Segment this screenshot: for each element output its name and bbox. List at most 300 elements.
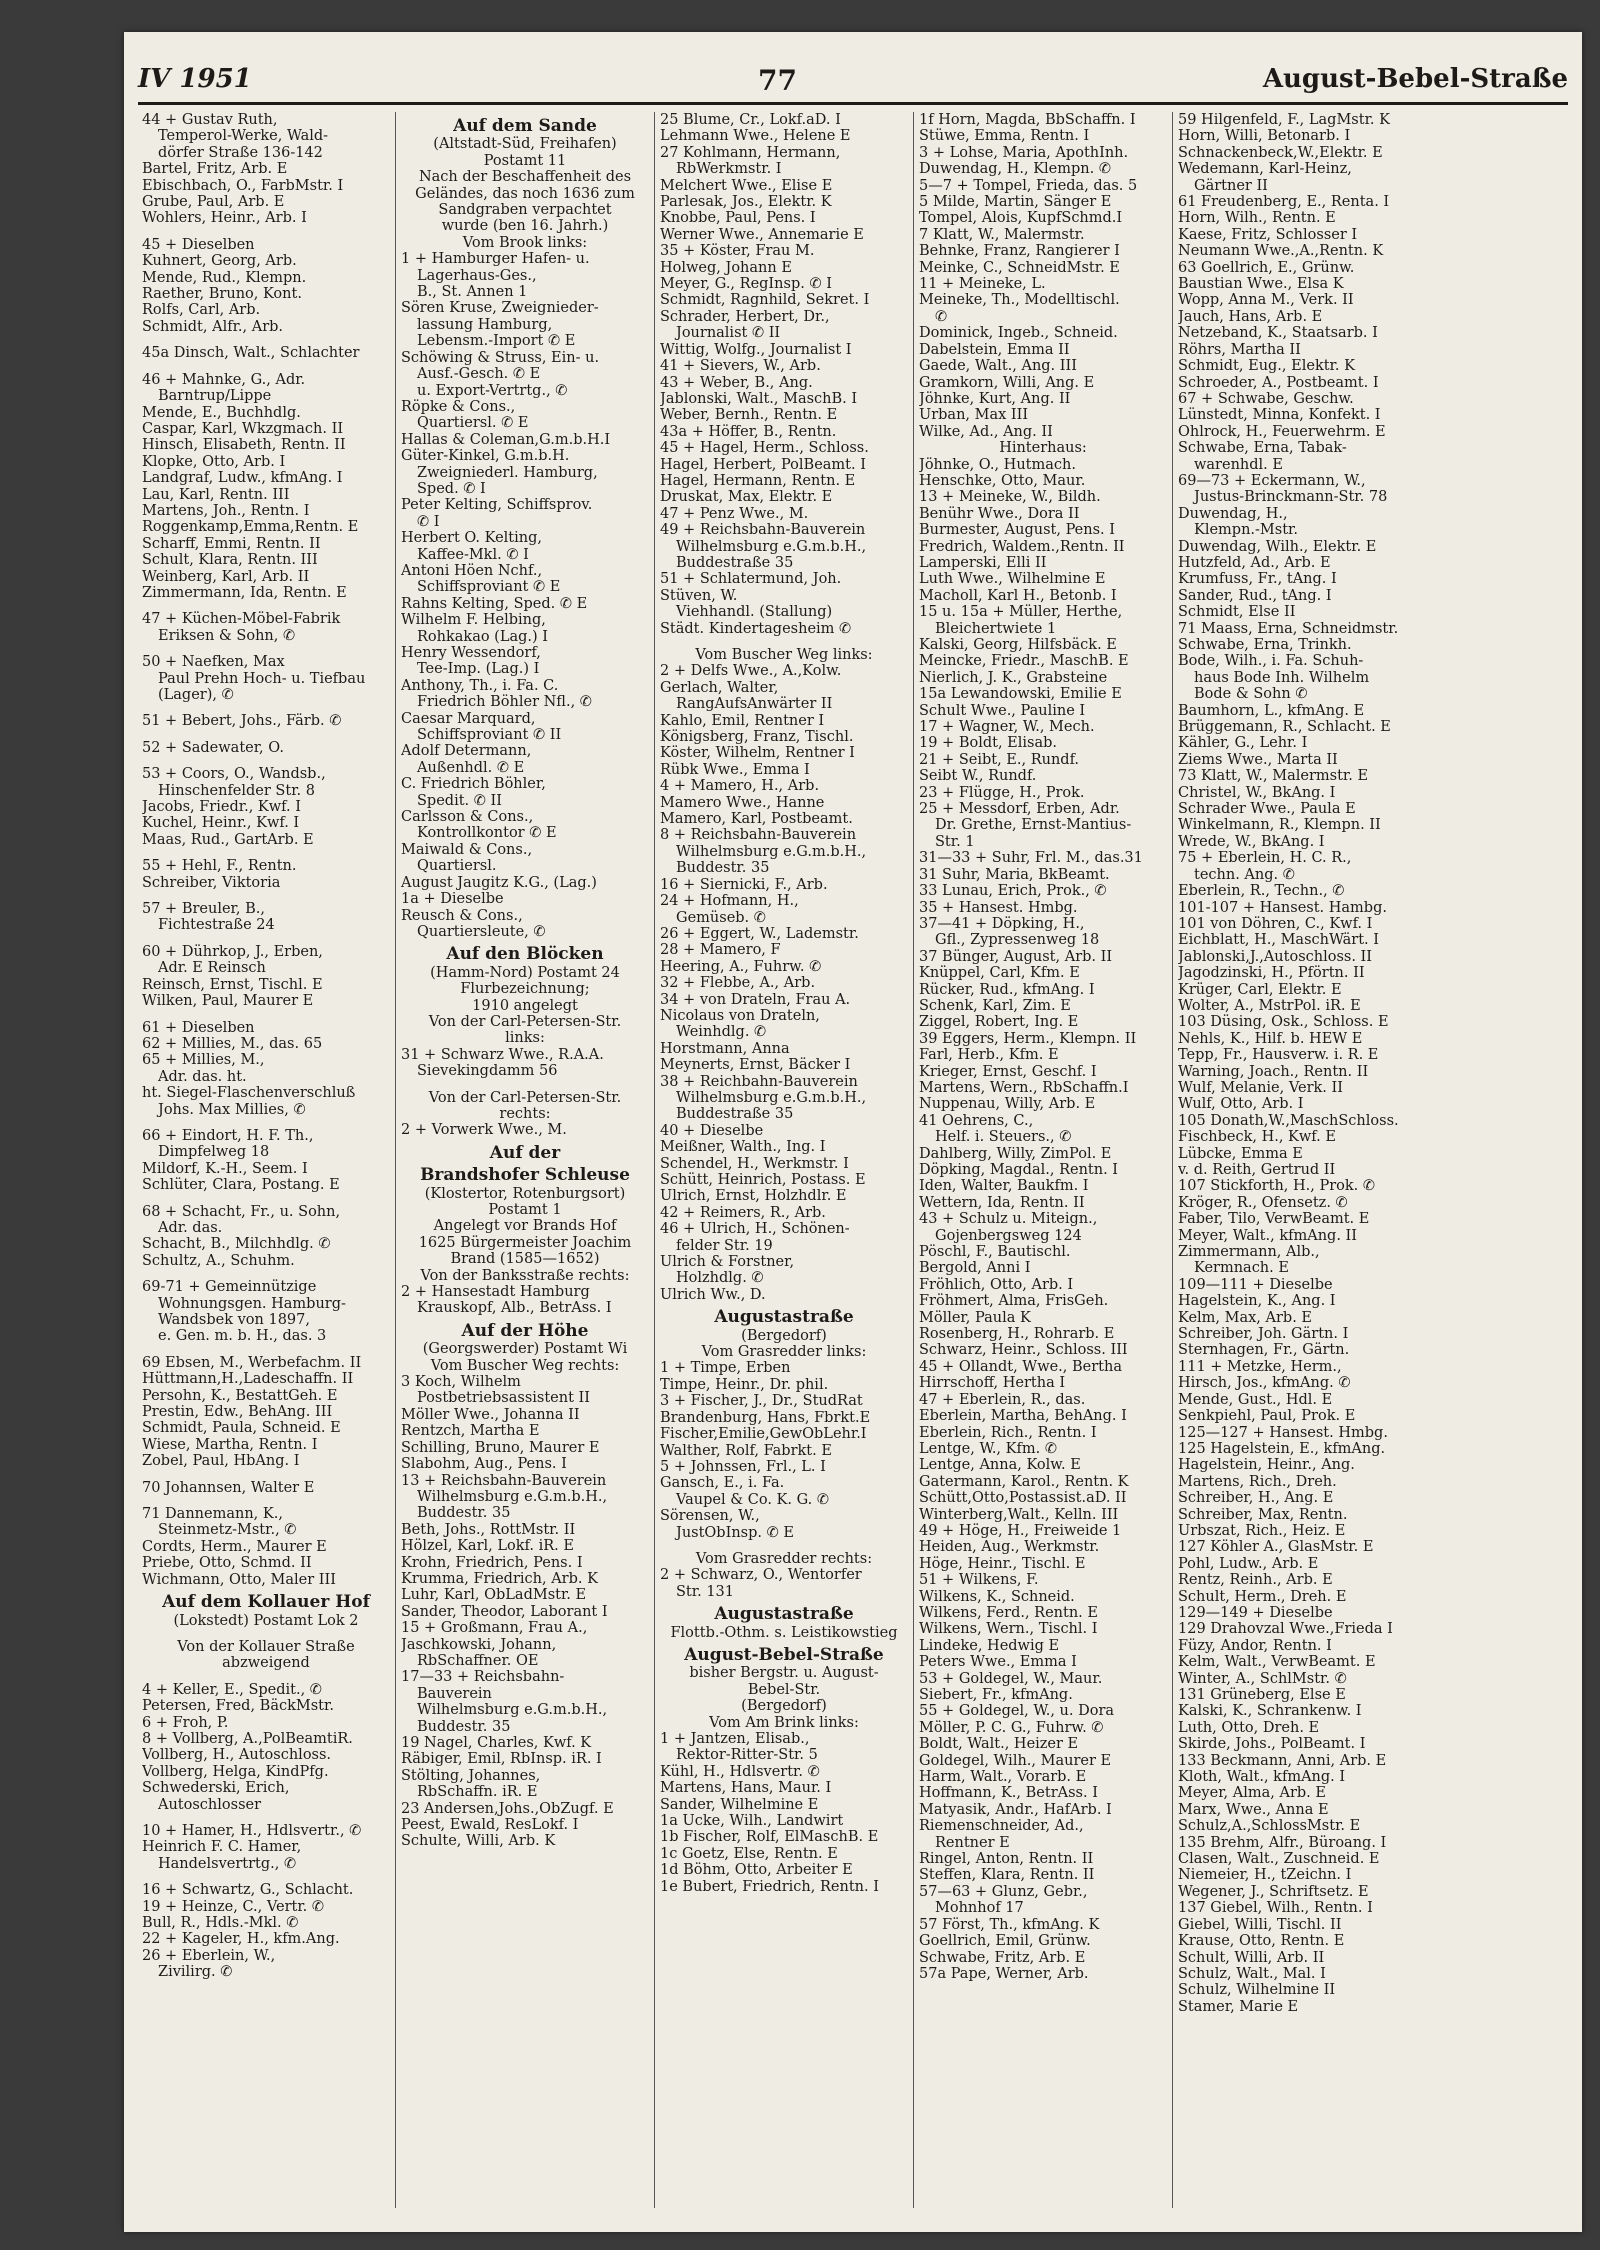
directory-entry: dörfer Straße 136-142 (158, 144, 323, 161)
directory-entry: Lindeke, Hedwig E (919, 1637, 1060, 1654)
directory-entry: Herbert O. Kelting, (401, 530, 542, 547)
directory-entry: 31 + Schwarz Wwe., R.A.A. (401, 1046, 604, 1063)
directory-entry: Gemüseb. ✆ (676, 909, 766, 926)
page-header (138, 64, 1568, 102)
street-note: 1910 angelegt (472, 997, 578, 1014)
directory-entry: 70 Johannsen, Walter E (142, 1479, 315, 1496)
directory-entry: v. d. Reith, Gertrud II (1178, 1162, 1336, 1178)
directory-entry: 7 Klatt, W., Malermstr. (919, 226, 1085, 243)
directory-entry: Tepp, Fr., Hausverw. i. R. E (1178, 1047, 1379, 1064)
directory-column-1 (142, 112, 390, 2220)
street-heading: Augustastraße (714, 1604, 854, 1625)
street-note: Flurbezeichnung; (460, 981, 590, 998)
directory-entry: Wegener, J., Schriftsetz. E (1178, 1883, 1369, 1900)
directory-entry: Winter, A., SchlMstr. ✆ (1178, 1670, 1347, 1687)
directory-entry: Meyer, Walt., kfmAng. II (1178, 1227, 1358, 1244)
street-note: (Lokstedt) Postamt Lok 2 (173, 1612, 359, 1629)
directory-entry: Krauskopf, Alb., BetrAss. I (417, 1300, 612, 1317)
directory-entry: Sander, Wilhelmine E (660, 1796, 819, 1813)
spacer (142, 227, 390, 237)
directory-entry: Hinsch, Elisabeth, Rentn. II (142, 437, 346, 454)
street-note: (Bergedorf) (741, 1698, 827, 1715)
directory-entry: Krumfuss, Fr., tAng. I (1178, 571, 1337, 588)
directory-entry: 34 + von Drateln, Frau A. (660, 991, 851, 1008)
directory-entry: RbSchaffn. iR. E (417, 1784, 538, 1801)
directory-entry: Justus-Brinckmann-Str. 78 (1194, 489, 1388, 506)
directory-entry: Mende, Rud., Klempn. (142, 269, 307, 286)
directory-entry: Schwabe, Erna, Tabak- (1178, 440, 1347, 457)
directory-entry: Druskat, Max, Elektr. E (660, 489, 833, 506)
directory-entry: 42 + Reimers, R., Arb. (660, 1204, 826, 1221)
directory-entry: 44 + Gustav Ruth, (142, 112, 278, 128)
directory-entry: 111 + Metzke, Herm., (1178, 1358, 1342, 1375)
directory-entry: Jablonski,J.,Autoschloss. II (1178, 948, 1373, 965)
directory-entry: Schulz, Wilhelmine II (1178, 1982, 1336, 1999)
directory-entry: Wedemann, Karl-Heinz, (1178, 161, 1352, 178)
directory-entry: Duwendag, Wilh., Elektr. E (1178, 538, 1377, 555)
directory-entry: Jauch, Hans, Arb. E (1178, 308, 1323, 325)
directory-entry: Cordts, Herm., Maurer E (142, 1538, 327, 1555)
directory-entry: Zivilirg. ✆ (158, 1964, 233, 1981)
directory-entry: Zimmermann, Ida, Rentn. E (142, 584, 347, 601)
directory-entry: Kelm, Max, Arb. E (1178, 1309, 1313, 1326)
directory-entry: 65 + Millies, M., (142, 1052, 265, 1069)
directory-column-2 (401, 112, 649, 2220)
directory-entry: August Jaugitz K.G., (Lag.) (401, 874, 597, 891)
directory-entry: Heering, A., Fuhrw. ✆ (660, 958, 822, 975)
directory-entry: B., St. Annen 1 (417, 284, 528, 301)
directory-entry: 33 Lunau, Erich, Prok., ✆ (919, 883, 1107, 900)
street-note: Vom Buscher Weg links: (695, 647, 873, 663)
directory-entry: Wohlers, Heinr., Arb. I (142, 210, 307, 227)
directory-entry: 1a + Dieselbe (401, 891, 504, 908)
street-note: Sandgraben verpachtet (438, 202, 612, 219)
directory-entry: Buddestraße 35 (676, 1106, 794, 1123)
directory-entry: Hinschenfelder Str. 8 (158, 782, 315, 799)
directory-entry: Brüggemann, R., Schlacht. E (1178, 719, 1391, 736)
directory-column-4 (919, 112, 1167, 2220)
directory-entry: 61 + Dieselben (142, 1019, 255, 1036)
directory-entry: Wopp, Anna M., Verk. II (1178, 292, 1354, 309)
directory-entry: Fröhlich, Otto, Arb. I (919, 1276, 1074, 1293)
directory-entry: 25 Blume, Cr., Lokf.aD. I (660, 112, 841, 128)
directory-entry: 35 + Köster, Frau M. (660, 243, 815, 260)
column-divider (913, 112, 914, 2208)
directory-entry: Ringel, Anton, Rentn. II (919, 1851, 1094, 1868)
directory-entry: Gerlach, Walter, (660, 679, 779, 696)
directory-entry: Wohnungsgen. Hamburg- (158, 1295, 346, 1312)
directory-entry: 129—149 + Dieselbe (1178, 1604, 1333, 1621)
column-divider (654, 112, 655, 2208)
directory-entry: 19 + Heinze, C., Vertr. ✆ (142, 1898, 325, 1915)
directory-entry: 25 + Messdorf, Erben, Adr. (919, 801, 1120, 818)
directory-entry: 69—73 + Eckermann, W., (1178, 472, 1366, 489)
directory-entry: Schulz,A.,SchlossMstr. E (1178, 1818, 1361, 1835)
directory-entry: 1f Horn, Magda, BbSchaffn. I (919, 112, 1136, 128)
directory-entry: Hirsch, Jos., kfmAng. ✆ (1178, 1375, 1351, 1392)
directory-entry: lassung Hamburg, (417, 316, 553, 333)
directory-entry: Wilken, Paul, Maurer E (142, 993, 314, 1010)
directory-entry: Str. 1 (935, 833, 975, 850)
directory-entry: 5 Milde, Martin, Sänger E (919, 194, 1112, 211)
directory-entry: Giebel, Willi, Tischl. II (1178, 1916, 1342, 1933)
directory-entry: (Lager), ✆ (158, 687, 234, 703)
directory-entry: Boldt, Walt., Heizer E (919, 1736, 1079, 1753)
directory-entry: Vaupel & Co. K. G. ✆ (676, 1491, 830, 1508)
directory-entry: Hagelstein, K., Ang. I (1178, 1293, 1336, 1310)
directory-entry: Winkelmann, R., Klempn. II (1178, 817, 1381, 834)
directory-entry: Luhr, Karl, ObLadMstr. E (401, 1587, 587, 1604)
directory-entry: Zobel, Paul, HbAng. I (142, 1453, 300, 1470)
street-heading: Auf dem Kollauer Hof (162, 1592, 370, 1613)
street-note: Geländes, das noch 1636 zum (415, 185, 635, 202)
spacer (142, 703, 390, 713)
directory-entry: Rentner E (935, 1834, 1010, 1851)
directory-entry: Farl, Herb., Kfm. E (919, 1047, 1059, 1064)
directory-entry: Adolf Determann, (401, 743, 532, 760)
directory-entry: Kröger, R., Ofensetz. ✆ (1178, 1194, 1348, 1211)
directory-entry: Knüppel, Carl, Kfm. E (919, 965, 1080, 982)
directory-entry: Schultz, A., Schuhm. (142, 1252, 295, 1269)
directory-entry: Marx, Wwe., Anna E (1178, 1801, 1329, 1818)
street-note: Vom Grasredder links: (701, 1344, 867, 1361)
page-number: 77 (758, 64, 797, 97)
directory-entry: Bode, Wilh., i. Fa. Schuh- (1178, 653, 1364, 670)
directory-entry: 4 + Mamero, H., Arb. (660, 778, 820, 795)
directory-entry: 19 Nagel, Charles, Kwf. K (401, 1735, 592, 1751)
directory-entry: Ziems Wwe., Marta II (1178, 751, 1338, 768)
directory-entry: 27 Kohlmann, Hermann, (660, 144, 841, 161)
directory-entry: Steffen, Klara, Rentn. II (919, 1867, 1095, 1884)
directory-entry: 49 + Reichsbahn-Bauverein (660, 522, 866, 539)
directory-entry: 127 Köhler A., GlasMstr. E (1178, 1539, 1374, 1556)
directory-entry: Luth Wwe., Wilhelmine E (919, 571, 1106, 588)
directory-entry: Schütt,Otto,Postassist.aD. II (919, 1490, 1127, 1507)
directory-entry: Iden, Walter, Baukfm. I (919, 1178, 1089, 1195)
directory-entry: Lentge, Anna, Kolw. E (919, 1457, 1081, 1474)
directory-entry: Städt. Kindertagesheim ✆ (660, 620, 852, 637)
directory-entry: Quartiersl. (417, 858, 497, 875)
spacer (142, 1010, 390, 1020)
directory-entry: Röpke & Cons., (401, 398, 516, 415)
directory-entry: Kahlo, Emil, Rentner I (660, 712, 825, 729)
directory-entry: Knobbe, Paul, Pens. I (660, 210, 816, 227)
directory-entry: 69 Ebsen, M., Werbefachm. II (142, 1354, 362, 1371)
directory-entry: Schmidt, Ragnhild, Sekret. I (660, 292, 870, 309)
directory-entry: 41 Oehrens, C., (919, 1112, 1034, 1129)
directory-entry: Wilke, Ad., Ang. II (919, 423, 1053, 440)
directory-entry: Lübcke, Emma E (1178, 1145, 1303, 1162)
directory-entry: Bauverein (417, 1685, 492, 1702)
directory-entry: 1 + Timpe, Erben (660, 1360, 791, 1377)
directory-entry: Autoschlosser (158, 1796, 262, 1813)
directory-entry: Paul Prehn Hoch- u. Tiefbau (158, 670, 366, 687)
directory-entry: Ohlrock, H., Feuerwehrm. E (1178, 423, 1386, 440)
spacer (142, 848, 390, 858)
directory-entry: Weinberg, Karl, Arb. II (142, 568, 310, 585)
directory-entry: Persohn, K., BestattGeh. E (142, 1387, 338, 1404)
directory-entry: Füzy, Andor, Rentn. I (1178, 1637, 1332, 1654)
column-divider (1172, 112, 1173, 2208)
directory-entry: Martens, Wern., RbSchaffn.I (919, 1079, 1129, 1096)
directory-entry: 39 Eggers, Herm., Klempn. II (919, 1030, 1137, 1047)
directory-entry: Klopke, Otto, Arb. I (142, 453, 286, 470)
directory-entry: Roggenkamp,Emma,Rentn. E (142, 519, 359, 536)
column-divider (395, 112, 396, 2208)
directory-entry: Schult Wwe., Pauline I (919, 702, 1086, 719)
directory-entry: Meineke, Th., Modelltischl. (919, 292, 1120, 309)
directory-entry: Dabelstein, Emma II (919, 341, 1070, 358)
directory-entry: Barntrup/Lippe (158, 388, 272, 405)
directory-entry: Antoni Höen Nchf., (401, 562, 543, 579)
directory-entry: C. Friedrich Böhler, (401, 776, 546, 793)
directory-entry: Wettern, Ida, Rentn. II (919, 1194, 1085, 1211)
directory-entry: Prestin, Edw., BehAng. III (142, 1404, 333, 1421)
directory-entry: Behnke, Franz, Rangierer I (919, 243, 1120, 260)
directory-entry: Bartel, Fritz, Arb. E (142, 161, 288, 178)
directory-entry: Bergold, Anni I (919, 1260, 1031, 1277)
directory-entry: Holzhdlg. ✆ (676, 1270, 764, 1287)
directory-entry: Nuppenau, Willy, Arb. E (919, 1096, 1096, 1113)
directory-entry: Werner Wwe., Annemarie E (660, 226, 864, 243)
directory-entry: Fischer,Emilie,GewObLehr.I (660, 1426, 867, 1443)
directory-entry: Temperol-Werke, Wald- (158, 128, 329, 145)
directory-entry: Schütt, Heinrich, Postass. E (660, 1172, 866, 1188)
directory-entry: 21 + Seibt, E., Rundf. (919, 751, 1080, 768)
directory-entry: 109—111 + Dieselbe (1178, 1276, 1333, 1293)
directory-entry: 35 + Hansest. Hmbg. (919, 899, 1078, 916)
directory-entry: Mohnhof 17 (935, 1900, 1024, 1917)
street-note: Brand (1585—1652) (450, 1251, 600, 1268)
directory-entry: Wilhelmsburg e.G.m.b.H., (417, 1488, 608, 1505)
street-note: wurde (ben 16. Jahrh.) (441, 218, 609, 235)
directory-entry: Ausf.-Gesch. ✆ E (417, 366, 541, 383)
directory-entry: Kloth, Walt., kfmAng. I (1178, 1769, 1346, 1786)
street-note: Von der Carl-Petersen-Str. (428, 1089, 622, 1106)
directory-entry: Holweg, Johann E (660, 259, 792, 276)
spacer (142, 1118, 390, 1128)
spacer (142, 1470, 390, 1480)
directory-entry: haus Bode Inh. Wilhelm (1194, 669, 1370, 686)
directory-entry: 47 + Eberlein, R., das. (919, 1391, 1086, 1408)
directory-entry: Hoffmann, K., BetrAss. I (919, 1785, 1098, 1802)
directory-entry: Steinmetz-Mstr., ✆ (158, 1522, 297, 1539)
directory-entry: Köster, Wilhelm, Rentner I (660, 745, 855, 762)
directory-entry: Goellrich, Emil, Grünw. (919, 1933, 1091, 1950)
directory-entry: Sören Kruse, Zweignieder- (401, 300, 599, 317)
directory-entry: 26 + Eggert, W., Lademstr. (660, 925, 859, 942)
directory-entry: Martens, Joh., Rentn. I (142, 502, 310, 519)
directory-entry: Lau, Karl, Rentn. III (142, 486, 290, 503)
directory-entry: Ulrich & Forstner, (660, 1254, 795, 1271)
directory-entry: Schroeder, A., Postbeamt. I (1178, 374, 1379, 391)
directory-entry: 1e Bubert, Friedrich, Rentn. I (660, 1878, 879, 1895)
directory-entry: 5 + Johnssen, Frl., L. I (660, 1458, 826, 1475)
spacer (142, 1345, 390, 1355)
directory-entry: Möller, Paula K (919, 1309, 1031, 1326)
directory-entry: Schwabe, Erna, Trinkh. (1178, 637, 1352, 653)
directory-entry: Schenk, Karl, Zim. E (919, 997, 1071, 1014)
directory-entry: 31—33 + Suhr, Frl. M., das.31 (919, 850, 1143, 867)
directory-entry: Adr. das. ht. (158, 1068, 247, 1085)
directory-entry: 38 + Reichbahn-Bauverein (660, 1073, 858, 1090)
street-heading: August-Bebel-Straße (684, 1644, 884, 1665)
directory-entry: Hagel, Herbert, PolBeamt. I (660, 456, 866, 473)
directory-entry: 13 + Meineke, W., Bildh. (919, 489, 1101, 506)
directory-entry: Friedrich Böhler Nfl., ✆ (417, 694, 592, 711)
directory-entry: 3 Koch, Wilhelm (401, 1374, 521, 1391)
directory-entry: Walther, Rolf, Fabrkt. E (660, 1442, 832, 1459)
directory-entry: RbWerkmstr. I (676, 161, 782, 178)
directory-entry: Dr. Grethe, Ernst-Mantius- (935, 817, 1132, 834)
directory-entry: Sped. ✆ I (417, 480, 486, 497)
directory-entry: Wolter, A., MstrPol. iR. E (1178, 997, 1361, 1014)
street-note: rechts: (499, 1105, 551, 1122)
street-note: Von der Kollauer Straße (177, 1638, 355, 1655)
directory-entry: Horstmann, Anna (660, 1040, 790, 1057)
directory-entry: Riemenschneider, Ad., (919, 1818, 1084, 1835)
directory-entry: Neumann Wwe.,A.,Rentn. K (1178, 243, 1384, 260)
directory-entry: 23 Andersen,Johs.,ObZugf. E (401, 1800, 614, 1817)
directory-entry: Kermnach. E (1194, 1260, 1289, 1277)
directory-entry: Hüttmann,H.,Ladeschaffn. II (142, 1371, 354, 1388)
directory-entry: Burmester, August, Pens. I (919, 522, 1115, 539)
directory-entry: Rücker, Rud., kfmAng. I (919, 981, 1095, 998)
directory-entry: Peters Wwe., Emma I (919, 1654, 1077, 1671)
directory-entry: Clasen, Walt., Zuschneid. E (1178, 1851, 1380, 1868)
directory-entry: 5—7 + Tompel, Frieda, das. 5 (919, 177, 1138, 194)
directory-entry: Eberlein, R., Techn., ✆ (1178, 883, 1345, 900)
directory-entry: 131 Grüneberg, Else E (1178, 1687, 1346, 1703)
spacer (142, 335, 390, 345)
directory-entry: Fredrich, Waldem.,Rentn. II (919, 538, 1125, 555)
directory-entry: Schmidt, Else II (1178, 604, 1296, 621)
spacer (142, 756, 390, 766)
directory-entry: Dahlberg, Willy, ZimPol. E (919, 1145, 1112, 1162)
directory-entry: Döpking, Magdal., Rentn. I (919, 1162, 1119, 1178)
directory-entry: 107 Stickforth, H., Prok. ✆ (1178, 1178, 1376, 1195)
directory-entry: Timpe, Heinr., Dr. phil. (660, 1376, 829, 1393)
directory-entry: Schwarz, Heinr., Schloss. III (919, 1342, 1128, 1359)
directory-entry: Schendel, H., Werkmstr. I (660, 1155, 849, 1172)
directory-entry: Rektor-Ritter-Str. 5 (676, 1747, 818, 1764)
spacer (142, 601, 390, 611)
directory-entry: e. Gen. m. b. H., das. 3 (158, 1328, 327, 1345)
street-note: (Hamm-Nord) Postamt 24 (430, 964, 620, 981)
directory-entry: 2 + Delfs Wwe., A.,Kolw. (660, 663, 842, 680)
directory-entry: Rosenberg, H., Rohrarb. E (919, 1326, 1115, 1343)
directory-entry: Kaese, Fritz, Schlosser I (1178, 226, 1358, 243)
directory-entry: Duwendag, H., Klempn. ✆ (919, 161, 1111, 178)
directory-entry: Hirrschoff, Hertha I (919, 1375, 1066, 1392)
page (124, 32, 1582, 2232)
directory-column-3 (660, 112, 908, 2220)
directory-entry: Adr. E Reinsch (158, 960, 266, 977)
directory-entry: Krause, Otto, Rentn. E (1178, 1933, 1345, 1950)
directory-entry: Kuchel, Heinr., Kwf. I (142, 815, 300, 832)
directory-entry: Schnackenbeck,W.,Elektr. E (1178, 144, 1383, 161)
directory-entry: 57 + Breuler, B., (142, 901, 265, 918)
street-note: (Altstadt-Süd, Freihafen) (433, 136, 617, 153)
directory-entry: 6 + Froh, P. (142, 1714, 229, 1731)
street-note: Vom Brook links: (462, 234, 588, 251)
directory-entry: Schwederski, Erich, (142, 1780, 290, 1797)
directory-entry: Wittig, Wolfg., Journalist I (660, 341, 852, 358)
directory-entry: Güter-Kinkel, G.m.b.H. (401, 448, 570, 465)
directory-entry: 43a + Höffer, B., Rentn. (660, 423, 837, 440)
directory-entry: Sander, Theodor, Laborant I (401, 1603, 608, 1620)
directory-entry: 50 + Naefken, Max (142, 654, 285, 671)
spacer (401, 1080, 649, 1090)
directory-entry: 125—127 + Hansest. Hmbg. (1178, 1424, 1388, 1441)
directory-entry: Schöwing & Struss, Ein- u. (401, 349, 600, 366)
street-note: Flottb.-Othm. s. Leistikowstieg (670, 1624, 898, 1641)
directory-entry: Wrede, W., BkAng. I (1178, 833, 1325, 850)
directory-entry: Gansch, E., i. Fa. (660, 1475, 785, 1492)
directory-entry: ✆ I (417, 513, 440, 530)
directory-entry: 28 + Mamero, F (660, 942, 781, 959)
directory-entry: Baustian Wwe., Elsa K (1178, 276, 1344, 293)
directory-entry: Duwendag, H., (1178, 505, 1288, 522)
directory-entry: 11 + Meineke, L. (919, 276, 1046, 293)
directory-entry: Raether, Bruno, Kont. (142, 286, 302, 303)
directory-entry: Rohkakao (Lag.) I (417, 628, 549, 645)
header-rule (138, 102, 1568, 105)
directory-entry: Fischbeck, H., Kwf. E (1178, 1129, 1336, 1146)
directory-entry: Christel, W., BkAng. I (1178, 784, 1336, 801)
directory-entry: Petersen, Fred, BäckMstr. (142, 1698, 334, 1715)
directory-entry: Wilhelmsburg e.G.m.b.H., (676, 843, 867, 860)
directory-entry: Hagel, Hermann, Rentn. E (660, 472, 856, 489)
directory-entry: Schacht, B., Milchhdlg. ✆ (142, 1236, 331, 1253)
directory-entry: Lamperski, Elli II (919, 554, 1047, 571)
directory-entry: Heiden, Aug., Werkmstr. (919, 1539, 1100, 1556)
directory-entry: Rolfs, Carl, Arb. (142, 302, 261, 319)
directory-entry: Lagerhaus-Ges., (417, 267, 537, 284)
directory-entry: 3 + Lohse, Maria, ApothInh. (919, 144, 1129, 161)
directory-column-5 (1178, 112, 1428, 2220)
directory-entry: Wilhelmsburg e.G.m.b.H., (676, 1089, 867, 1106)
spacer (142, 362, 390, 372)
directory-entry: Postbetriebsassistent II (417, 1390, 590, 1407)
directory-entry: 45 + Dieselben (142, 236, 255, 253)
directory-entry: Räbiger, Emil, RbInsp. iR. I (401, 1751, 602, 1768)
directory-entry: 1 + Jantzen, Elisab., (660, 1731, 810, 1747)
directory-entry: Journalist ✆ II (676, 325, 781, 342)
directory-entry: Jacobs, Friedr., Kwf. I (142, 799, 301, 816)
directory-entry: Fichtestraße 24 (158, 917, 275, 934)
directory-entry: Priebe, Otto, Schmd. II (142, 1555, 312, 1572)
directory-entry: 8 + Vollberg, A.,PolBeamtiR. (142, 1730, 353, 1747)
directory-entry: 16 + Schwartz, G., Schlacht. (142, 1882, 354, 1899)
directory-entry: Stüven, W. (660, 587, 738, 604)
directory-entry: warenhdl. E (1194, 456, 1283, 473)
directory-entry: Kontrollkontor ✆ E (417, 825, 557, 842)
directory-entry: 32 + Flebbe, A., Arb. (660, 975, 816, 992)
directory-entry: Melchert Wwe., Elise E (660, 177, 833, 194)
directory-entry: Kähler, G., Lehr. I (1178, 735, 1308, 752)
directory-entry: Benühr Wwe., Dora II (919, 505, 1080, 522)
directory-entry: Ebischbach, O., FarbMstr. I (142, 177, 344, 194)
street-note: Postamt 1 (488, 1202, 562, 1218)
directory-entry: Luth, Otto, Dreh. E (1178, 1719, 1320, 1736)
directory-entry: Jöhnke, O., Hutmach. (919, 456, 1076, 473)
street-note: Von der Banksstraße rechts: (420, 1267, 630, 1284)
directory-entry: 26 + Eberlein, W., (142, 1947, 276, 1964)
directory-entry: Ulrich, Ernst, Holzhdlr. E (660, 1188, 847, 1205)
directory-entry: 2 + Schwarz, O., Wentorfer (660, 1567, 862, 1584)
directory-entry: Skirde, Johs., PolBeamt. I (1178, 1736, 1366, 1753)
